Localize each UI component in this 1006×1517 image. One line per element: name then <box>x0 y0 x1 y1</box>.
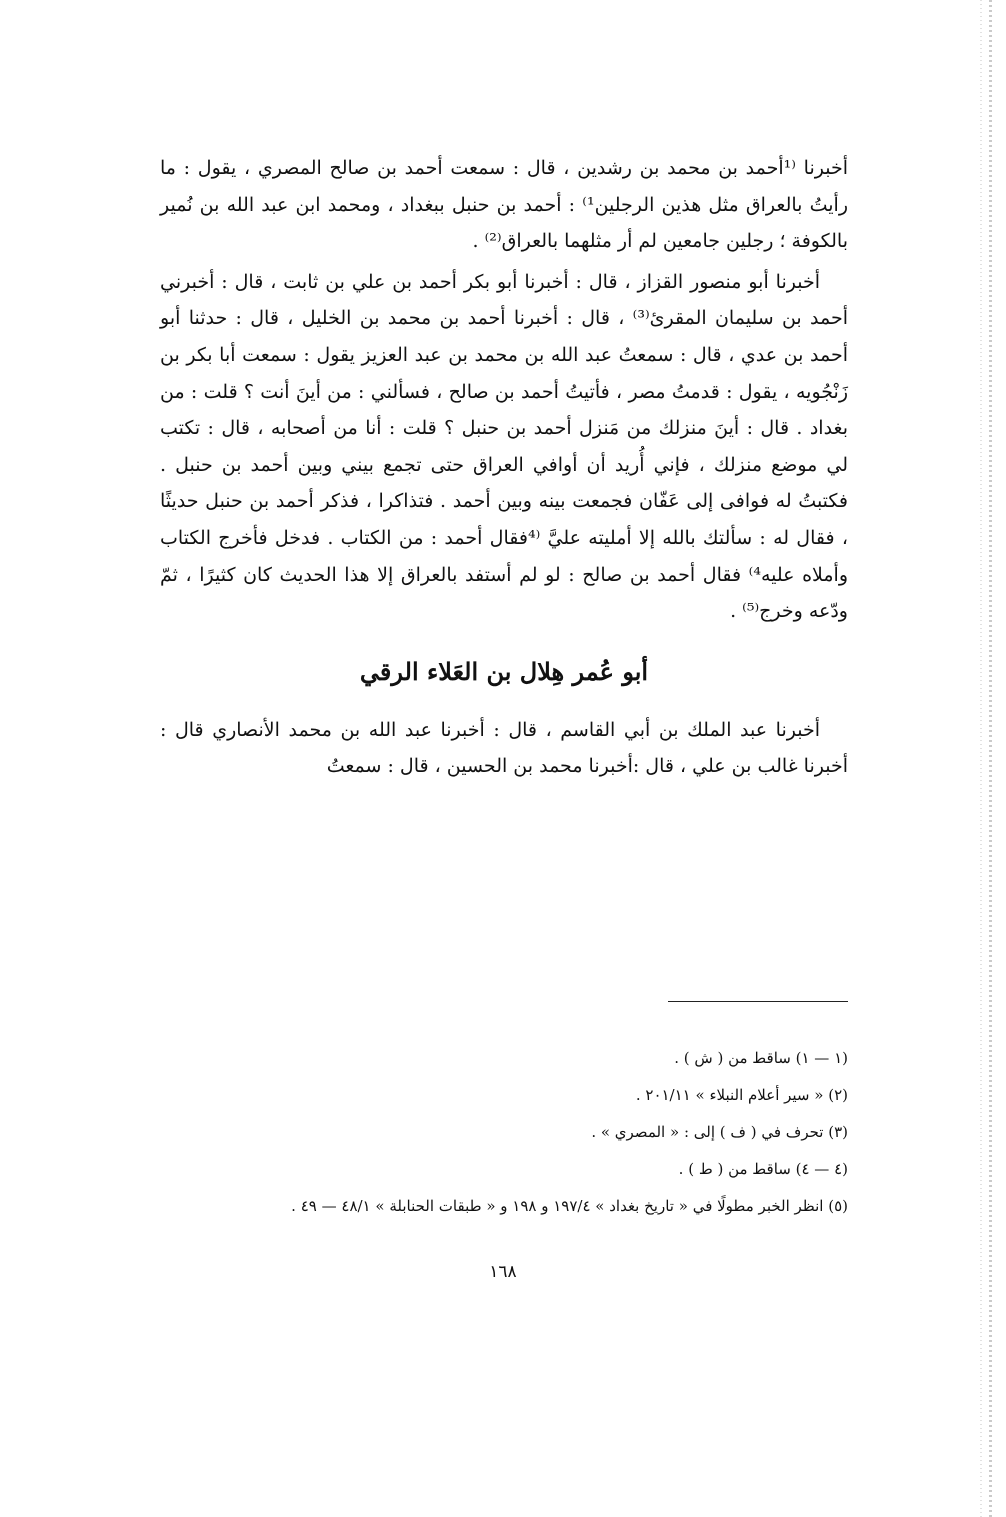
page-body <box>160 150 848 785</box>
footnote-1: (١ — ١) ساقط من ( ش ) . <box>674 1049 848 1067</box>
scan-edge-artifact <box>989 0 992 1517</box>
page-number: ١٦٨ <box>489 1262 517 1282</box>
section-heading: أبو عُمر هِلال بن العَلاء الرقي <box>359 656 649 686</box>
paragraph-1: أخبرنا ⁽¹أحمد بن محمد بن رشدين ، قال : سمعت أحمد بن صالح المصري ، يقول : ما رأيتُ بالعراق مثل هذين الرجلين¹⁾ : أحمد بن حنبل ببغداد ، ومحمد ابن عبد الله بن نُمير بالكوفة ؛ رجلين جامعين لم أر مثلهما بالعراق⁽²⁾ . <box>160 157 849 253</box>
footnote-2: (٢) « سير أعلام النبلاء » ٢٠١/١١ . <box>635 1086 848 1104</box>
footnotes <box>160 1040 848 1225</box>
footnote-5: (٥) انظر الخبر مطولًا في « تاريخ بغداد » ١٩٧/٤ و ١٩٨ و « طبقات الحنابلة » ٤٨/١ — ٤٩ . <box>291 1197 848 1215</box>
section-paragraph: أخبرنا عبد الملك بن أبي القاسم ، قال : أخبرنا عبد الله بن محمد الأنصاري قال : أخبرنا غالب بن علي ، قال :أخبرنا محمد بن الحسين ، قال : سمعتُ <box>160 718 848 778</box>
scan-edge-artifact-inner <box>980 0 982 1517</box>
footnote-3: (٣) تحرف في ( ف ) إلى : « المصري » . <box>591 1123 848 1141</box>
footnote-separator <box>668 1001 848 1002</box>
footnote-4: (٤ — ٤) ساقط من ( ط ) . <box>678 1160 848 1178</box>
paragraph-2: أخبرنا أبو منصور القزاز ، قال : أخبرنا أبو بكر أحمد بن علي بن ثابت ، قال : أخبرني أحمد بن سليمان المقرئ⁽³⁾ ، قال : أخبرنا أحمد بن محمد بن الخليل ، قال : حدثنا أبو أحمد بن عدي ، قال : سمعتُ عبد الله بن محمد بن عبد العزيز يقول : سمعت أبا بكر بن زَنْجُويه ، يقول : قدمتُ مصر ، فأتيتُ أحمد بن صالح ، فسألني : من أينَ أنت ؟ قلت : من بغداد . قال : أينَ منزلك من مَنزل أحمد بن حنبل ؟ قلت : أنا من أصحابه ، قال : تكتب لي موضع منزلك ، فإني أُريد أن أوافي العراق حتى تجمع بيني وبين أحمد بن حنبل . فكتبتُ له فوافى إلى عَفّان فجمعت بينه وبين أحمد . فتذاكرا ، فذكر أحمد بن حنبل حديثًا ، فقال له : سألتك بالله إلا أمليته عليَّ ⁽⁴فقال أحمد : من الكتاب . فدخل فأخرج الكتاب وأملاه عليه⁴⁾ فقال أحمد بن صالح : لو لم أستفد بالعراق إلا هذا الحديث كان كثيرًا ، ثمّ ودّعه وخرج⁽⁵⁾ . <box>160 270 848 623</box>
